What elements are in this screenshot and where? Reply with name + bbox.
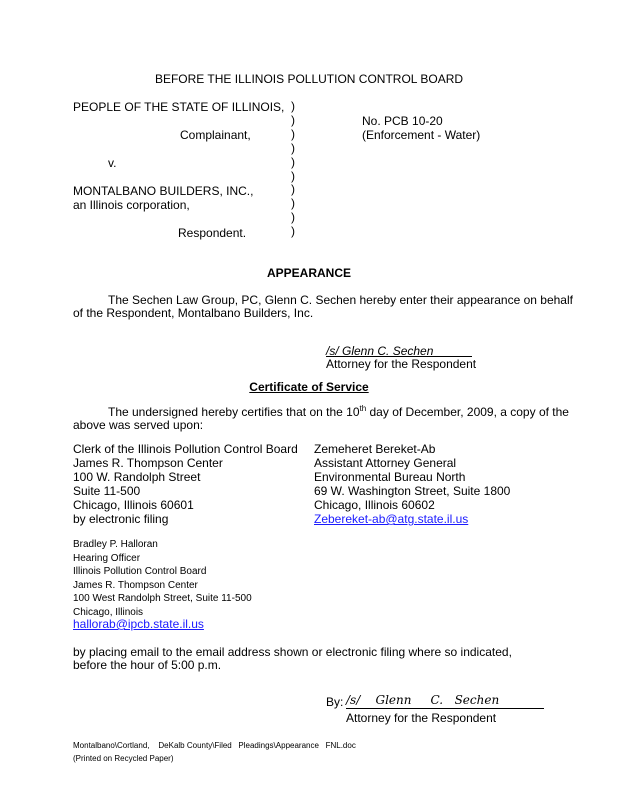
service-method-line2: before the hour of 5:00 p.m. bbox=[73, 658, 222, 672]
closing-signature: /s/ Glenn C. Sechen bbox=[346, 693, 500, 707]
attorney-general-email-link[interactable]: Zebereket-ab@atg.state.il.us bbox=[314, 512, 469, 526]
appearance-heading: APPEARANCE bbox=[266, 266, 351, 280]
appearance-body-line1: The Sechen Law Group, PC, Glenn C. Sechen hereby enter their appearance on behalf bbox=[108, 293, 573, 307]
footer-printed-note: (Printed on Recycled Paper) bbox=[73, 754, 174, 763]
appearance-body-line2: of the Respondent, Montalbano Builders, Inc. bbox=[73, 306, 314, 320]
certificate-intro-line1: The undersigned hereby certifies that on the 10th day of December, 2009, a copy of the bbox=[108, 404, 569, 419]
ordinal-suffix: th bbox=[359, 404, 367, 413]
recipient-clerk: Clerk of the Illinois Pollution Control Board James R. Thompson Center 100 W. Randolph Street Suite 11-500 Chicago, Illinois 60601 by electronic filing bbox=[73, 442, 298, 526]
hearing-officer-email-link[interactable]: hallorab@ipcb.state.il.us bbox=[73, 617, 204, 631]
appearance-signature: /s/ Glenn C. Sechen bbox=[326, 344, 434, 358]
service-method-line1: by placing email to the email address shown or electronic filing where so indicated, bbox=[73, 645, 512, 659]
case-type: (Enforcement - Water) bbox=[362, 128, 481, 142]
plaintiff-name: PEOPLE OF THE STATE OF ILLINOIS, bbox=[73, 100, 285, 114]
caption-bracket: ) ) ) ) ) ) ) ) ) ) bbox=[291, 99, 295, 239]
versus-label: v. bbox=[108, 156, 117, 170]
document-title: BEFORE THE ILLINOIS POLLUTION CONTROL BOARD bbox=[154, 72, 464, 86]
case-number: No. PCB 10-20 bbox=[362, 114, 443, 128]
defendant-name: MONTALBANO BUILDERS, INC., bbox=[73, 184, 254, 198]
appearance-signature-title: Attorney for the Respondent bbox=[326, 357, 477, 371]
respondent-label: Respondent. bbox=[178, 226, 247, 240]
closing-signature-line bbox=[346, 708, 544, 709]
complainant-label: Complainant, bbox=[180, 128, 251, 142]
footer-file-path: Montalbano\Cortland, DeKalb County\Filed Pleadings\Appearance FNL.doc bbox=[73, 741, 356, 750]
certificate-heading: Certificate of Service bbox=[249, 380, 369, 394]
recipient-attorney-general: Zemeheret Bereket-Ab Assistant Attorney General Environmental Bureau North 69 W. Washington Street, Suite 1800 Chicago, Illinois 60602 Zebereket-ab@atg.state.il.us bbox=[314, 442, 511, 526]
by-label: By: bbox=[326, 695, 344, 709]
closing-signature-title: Attorney for the Respondent bbox=[346, 711, 497, 725]
defendant-description: an Illinois corporation, bbox=[73, 198, 190, 212]
certificate-intro-line2: above was served upon: bbox=[73, 418, 204, 432]
recipient-hearing-officer: Bradley P. Halloran Hearing Officer Illinois Pollution Control Board James R. Thompson Center 100 West Randolph Street, Suite 11-500 Chicago, Illinois bbox=[73, 539, 252, 618]
